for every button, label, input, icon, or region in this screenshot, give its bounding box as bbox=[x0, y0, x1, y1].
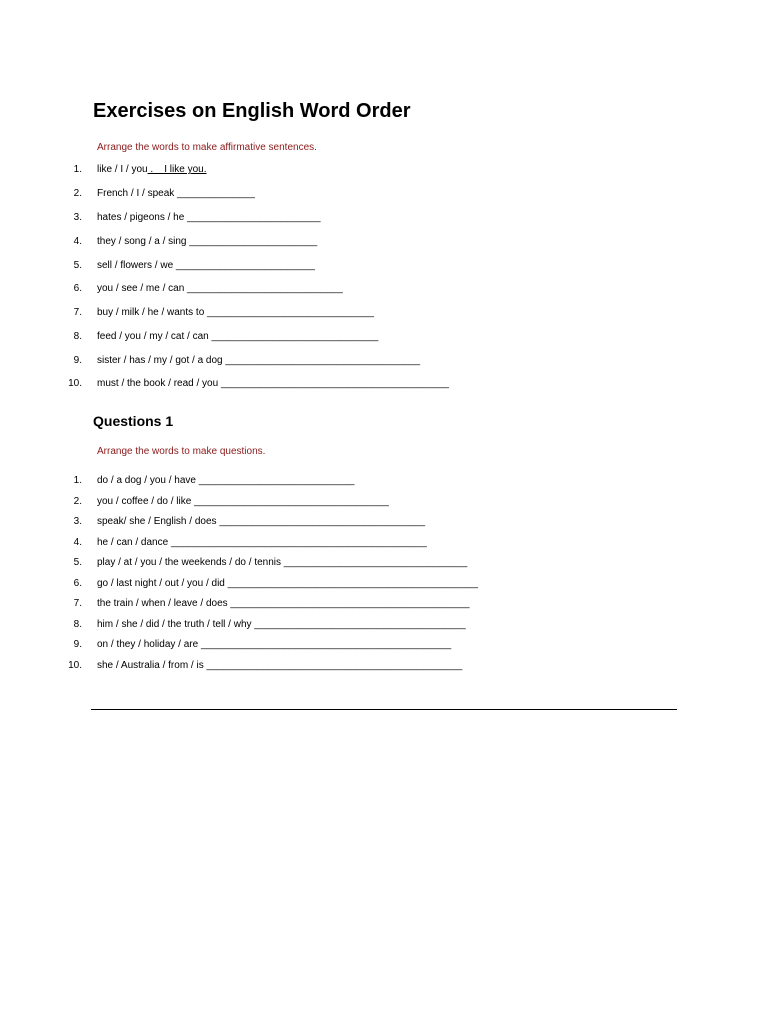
list-item bbox=[0, 515, 768, 529]
item-number: 6. bbox=[73, 283, 82, 294]
item-words bbox=[97, 211, 321, 225]
item-words-text: play / at / you / the weekends / do / tennis bbox=[97, 557, 281, 568]
item-words-text: she / Australia / from / is bbox=[97, 660, 204, 671]
item-words-text: he / can / dance bbox=[97, 537, 169, 548]
item-words-text: sister / has / my / got / a dog bbox=[97, 355, 223, 366]
list-item bbox=[0, 556, 768, 570]
answer-blank[interactable]: _______________________ bbox=[189, 236, 318, 247]
item-words bbox=[97, 377, 449, 391]
item-words-text: him / she / did / the truth / tell / why bbox=[97, 619, 252, 630]
answer-blank[interactable]: ______________ bbox=[177, 188, 255, 199]
item-words-text: buy / milk / he / wants to bbox=[97, 307, 205, 318]
answer-blank[interactable]: ________________________ bbox=[187, 212, 321, 223]
item-words bbox=[97, 354, 420, 368]
list-item bbox=[0, 536, 768, 550]
item-number: 4. bbox=[73, 236, 82, 247]
item-words-text: you / see / me / can bbox=[97, 283, 185, 294]
answer-blank[interactable]: ___________________________________ bbox=[194, 496, 389, 507]
list-item bbox=[0, 354, 768, 368]
item-words-text: hates / pigeons / he bbox=[97, 212, 185, 223]
item-words bbox=[97, 515, 425, 529]
answer-blank[interactable]: ______________________________ bbox=[211, 331, 379, 342]
item-words bbox=[97, 618, 466, 632]
item-words-text: must / the book / read / you bbox=[97, 378, 219, 389]
item-words-text: they / song / a / sing bbox=[97, 236, 187, 247]
list-item bbox=[0, 163, 768, 177]
item-number: 5. bbox=[73, 557, 82, 568]
item-words bbox=[97, 556, 467, 570]
list-item bbox=[0, 235, 768, 249]
item-number: 1. bbox=[73, 475, 82, 486]
list-item bbox=[0, 495, 768, 509]
section-heading: Questions 1 bbox=[93, 413, 174, 429]
item-words bbox=[97, 330, 378, 344]
answer-blank[interactable]: _________________________________ bbox=[283, 557, 468, 568]
answer-blank[interactable]: _________________________ bbox=[175, 260, 315, 271]
item-words bbox=[97, 638, 451, 652]
list-item bbox=[0, 597, 768, 611]
list-item bbox=[0, 577, 768, 591]
answer-blank[interactable]: ______________________________________ bbox=[254, 619, 466, 630]
horizontal-rule bbox=[91, 709, 677, 710]
list-item bbox=[0, 306, 768, 320]
item-number: 4. bbox=[73, 537, 82, 548]
item-words-text: on / they / holiday / are bbox=[97, 639, 199, 650]
list-item bbox=[0, 259, 768, 273]
item-number: 3. bbox=[73, 212, 82, 223]
item-words bbox=[97, 659, 462, 673]
item-words-text: the train / when / leave / does bbox=[97, 598, 228, 609]
page-title: Exercises on English Word Order bbox=[93, 100, 411, 122]
answer-blank[interactable]: ____________________________ bbox=[187, 283, 343, 294]
item-words bbox=[97, 597, 470, 611]
item-number: 10. bbox=[68, 378, 82, 389]
item-number: 6. bbox=[73, 578, 82, 589]
list-item bbox=[0, 474, 768, 488]
section1-instruction: Arrange the words to make affirmative sentences. bbox=[97, 142, 317, 153]
item-number: 10. bbox=[68, 660, 82, 671]
item-words bbox=[97, 163, 207, 177]
item-number: 8. bbox=[73, 331, 82, 342]
item-number: 9. bbox=[73, 639, 82, 650]
item-number: 7. bbox=[73, 598, 82, 609]
item-number: 3. bbox=[73, 516, 82, 527]
item-words bbox=[97, 495, 389, 509]
list-item bbox=[0, 638, 768, 652]
item-words bbox=[97, 187, 255, 201]
item-words bbox=[97, 474, 354, 488]
item-words bbox=[97, 259, 315, 273]
item-words-text: you / coffee / do / like bbox=[97, 496, 192, 507]
item-words bbox=[97, 536, 427, 550]
item-words-text: sell / flowers / we bbox=[97, 260, 174, 271]
section2-instruction: Arrange the words to make questions. bbox=[97, 446, 266, 457]
list-item bbox=[0, 330, 768, 344]
item-words bbox=[97, 306, 374, 320]
item-number: 2. bbox=[73, 188, 82, 199]
item-number: 8. bbox=[73, 619, 82, 630]
answer-blank[interactable]: ______________________________ bbox=[207, 307, 374, 318]
answer-blank[interactable]: ______________________________________________ bbox=[206, 660, 463, 671]
list-item bbox=[0, 377, 768, 391]
list-item bbox=[0, 211, 768, 225]
answer-blank[interactable]: ___________________________________________ bbox=[230, 598, 470, 609]
list-item bbox=[0, 659, 768, 673]
item-words bbox=[97, 282, 343, 296]
item-words-text: speak/ she / English / does bbox=[97, 516, 217, 527]
answer-blank[interactable]: ___________________________________ bbox=[225, 355, 421, 366]
example-answer: . I like you. bbox=[147, 164, 207, 175]
item-number: 9. bbox=[73, 355, 82, 366]
answer-blank[interactable]: _____________________________________ bbox=[219, 516, 426, 527]
item-number: 5. bbox=[73, 260, 82, 271]
item-words bbox=[97, 235, 317, 249]
item-words bbox=[97, 577, 478, 591]
answer-blank[interactable]: _________________________________________ bbox=[220, 378, 449, 389]
answer-blank[interactable]: ______________________________________________ bbox=[170, 537, 427, 548]
item-words-text: like / I / you bbox=[97, 164, 148, 175]
item-words-text: French / I / speak bbox=[97, 188, 175, 199]
item-number: 1. bbox=[73, 164, 82, 175]
list-item bbox=[0, 282, 768, 296]
list-item bbox=[0, 618, 768, 632]
answer-blank[interactable]: _____________________________________________ bbox=[200, 639, 452, 650]
answer-blank[interactable]: ____________________________ bbox=[198, 475, 355, 486]
answer-blank[interactable]: _____________________________________________ bbox=[227, 578, 478, 589]
item-words-text: do / a dog / you / have bbox=[97, 475, 196, 486]
item-words-text: feed / you / my / cat / can bbox=[97, 331, 209, 342]
item-number: 2. bbox=[73, 496, 82, 507]
item-number: 7. bbox=[73, 307, 82, 318]
item-words-text: go / last night / out / you / did bbox=[97, 578, 225, 589]
list-item bbox=[0, 187, 768, 201]
